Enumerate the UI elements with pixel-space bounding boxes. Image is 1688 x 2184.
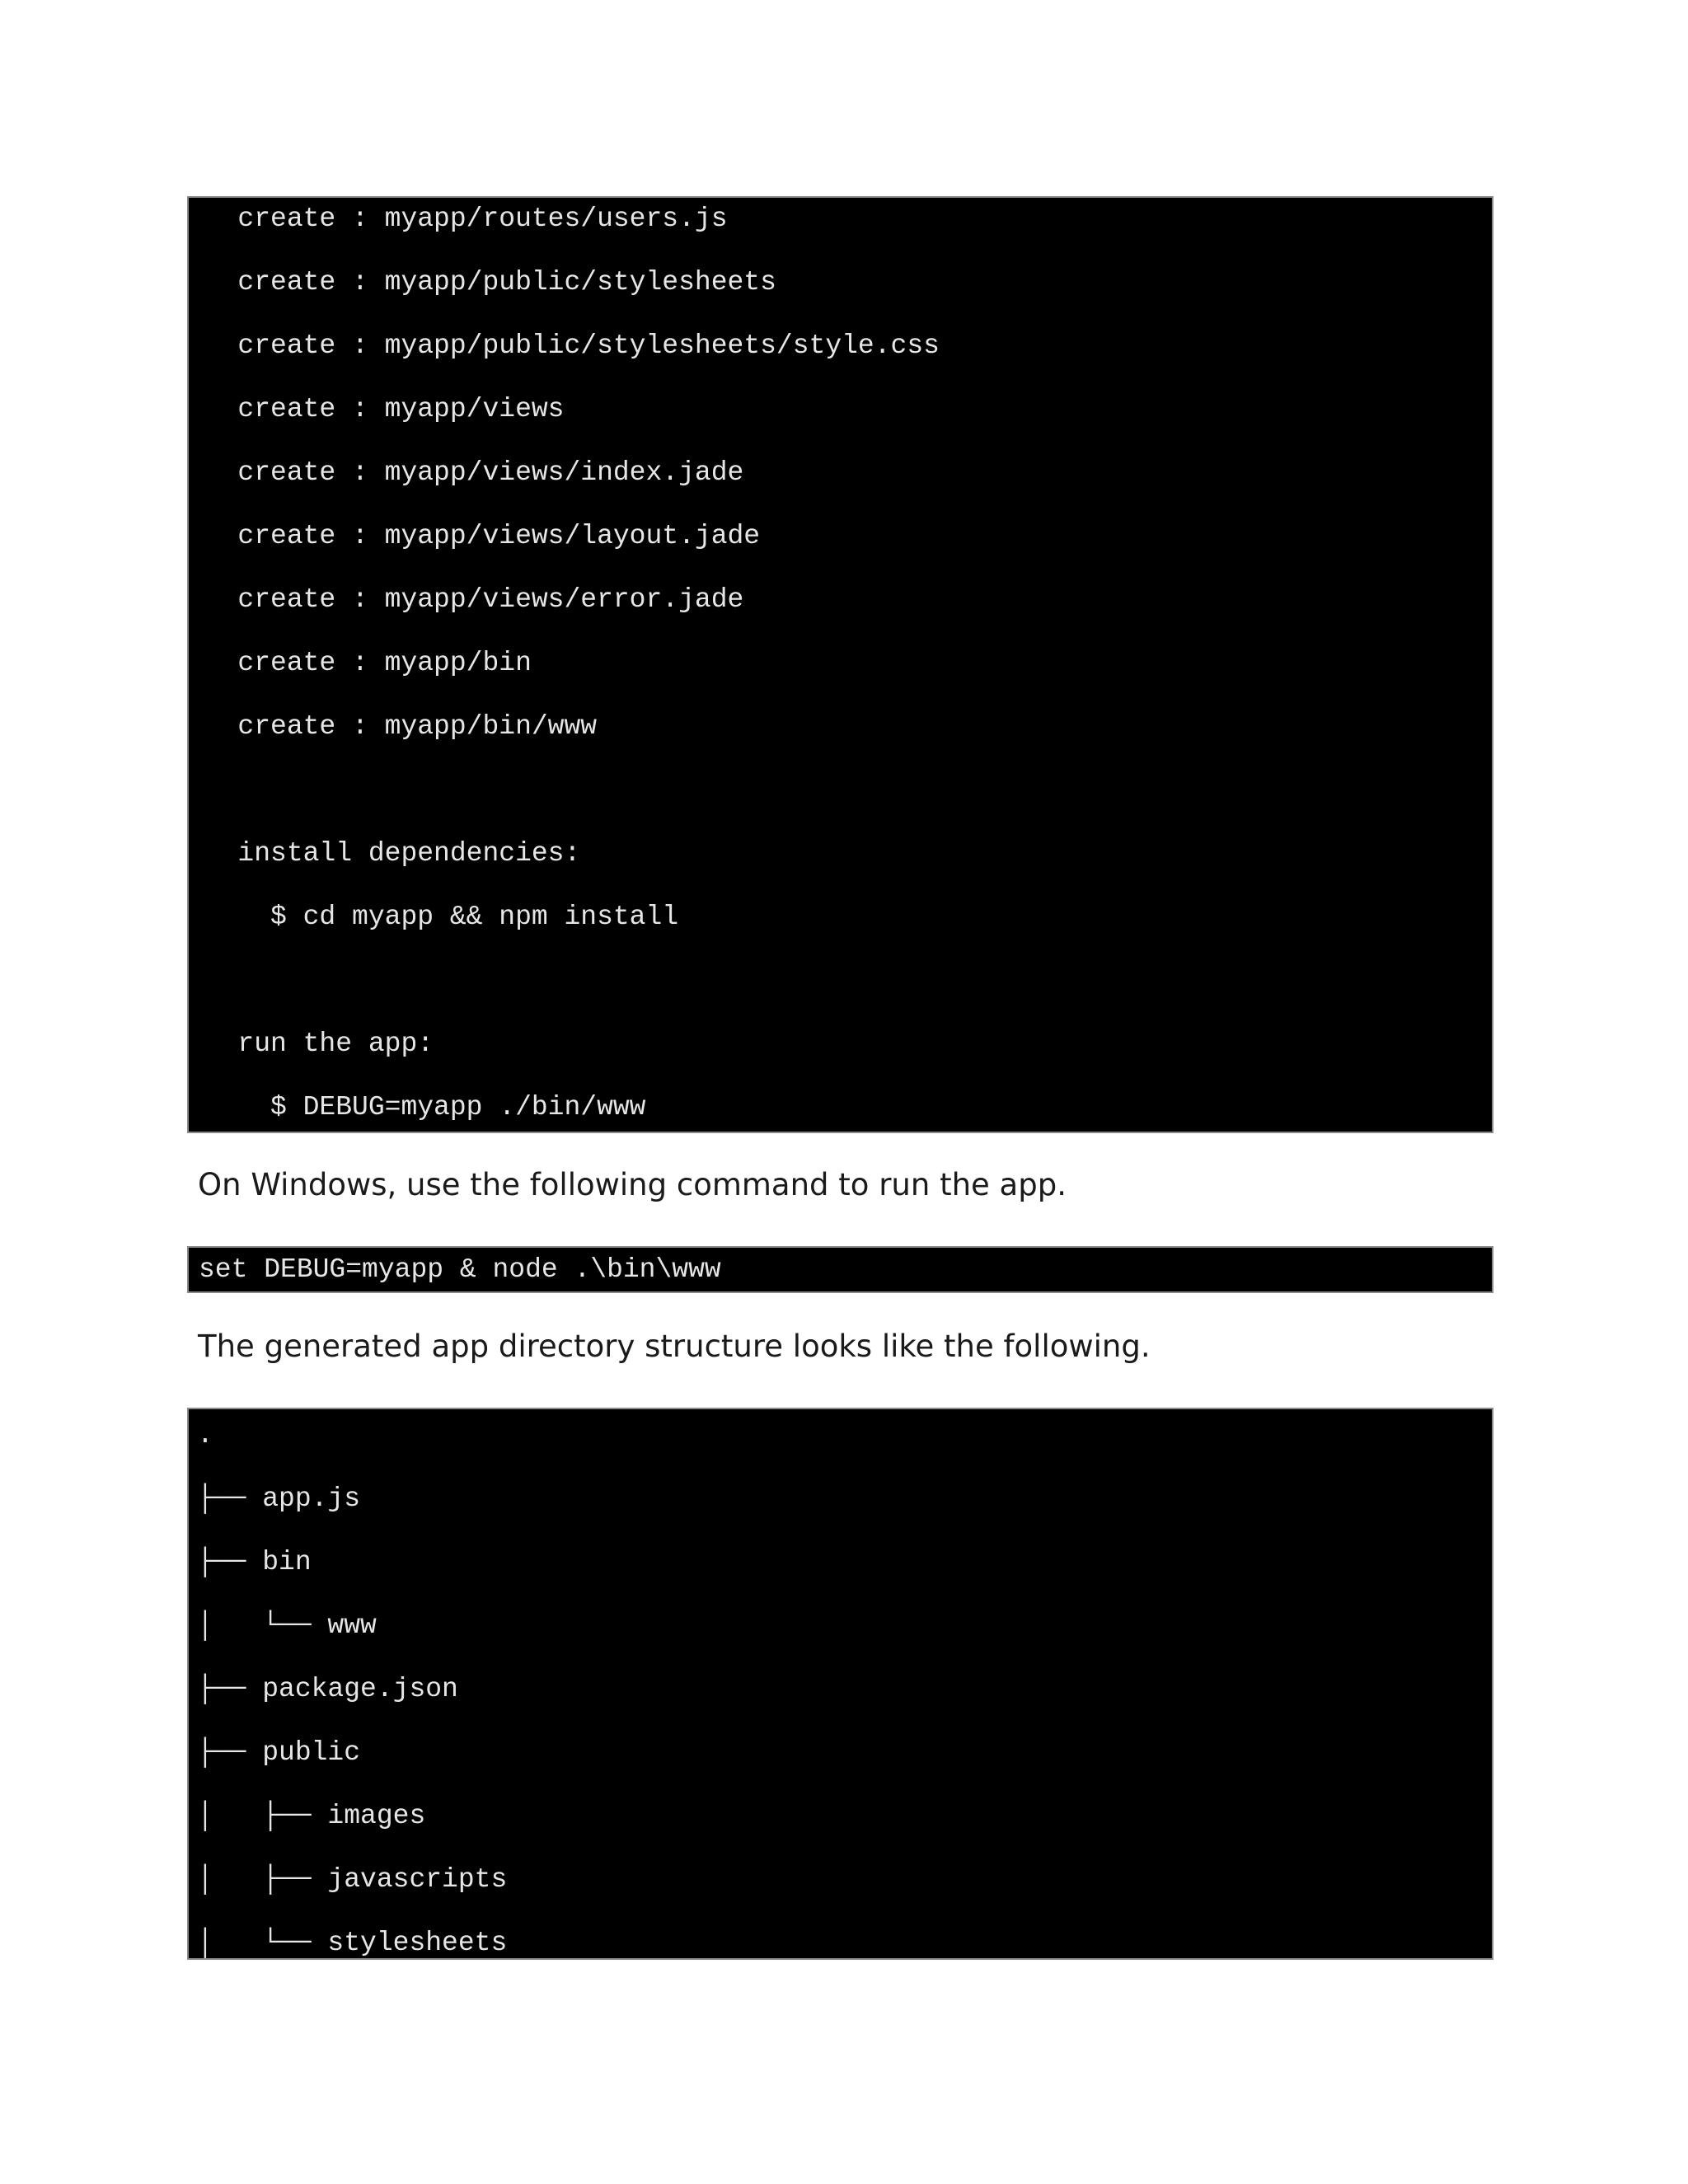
tree-line: ├── package.json <box>197 1674 458 1704</box>
code-line: $ cd myapp && npm install <box>189 902 679 932</box>
tree-line: ├── public <box>197 1737 361 1768</box>
tree-line: │ ├── images <box>197 1801 426 1831</box>
tree-line: │ └── www <box>197 1610 377 1641</box>
tree-line: ├── app.js <box>197 1483 361 1514</box>
code-line: set DEBUG=myapp & node .\bin\www <box>199 1254 721 1285</box>
code-line: create : myapp/bin/www <box>189 711 598 742</box>
code-line: install dependencies: <box>189 838 581 869</box>
create-output-block <box>187 196 1493 1133</box>
code-line: create : myapp/public/stylesheets <box>189 267 776 298</box>
code-line: create : myapp/routes/users.js <box>189 204 728 234</box>
code-line: create : myapp/bin <box>189 648 532 678</box>
tree-line: ├── bin <box>197 1547 312 1577</box>
code-line: create : myapp/views/index.jade <box>189 457 744 488</box>
code-line: create : myapp/views/error.jade <box>189 584 744 615</box>
tree-line: . <box>197 1420 213 1451</box>
structure-intro-text: The generated app directory structure looks like the following. <box>198 1329 1151 1364</box>
windows-instruction-text: On Windows, use the following command to run the app. <box>198 1167 1067 1202</box>
code-line: $ DEBUG=myapp ./bin/www <box>189 1092 646 1122</box>
windows-command-block <box>187 1246 1493 1293</box>
code-line: run the app: <box>189 1029 434 1059</box>
tree-line: │ └── stylesheets <box>197 1928 508 1958</box>
tree-line: │ ├── javascripts <box>197 1864 508 1895</box>
code-line: create : myapp/views <box>189 394 565 424</box>
directory-tree-block <box>187 1408 1493 1960</box>
code-line: create : myapp/public/stylesheets/style.css <box>189 330 940 361</box>
code-line: create : myapp/views/layout.jade <box>189 521 761 551</box>
